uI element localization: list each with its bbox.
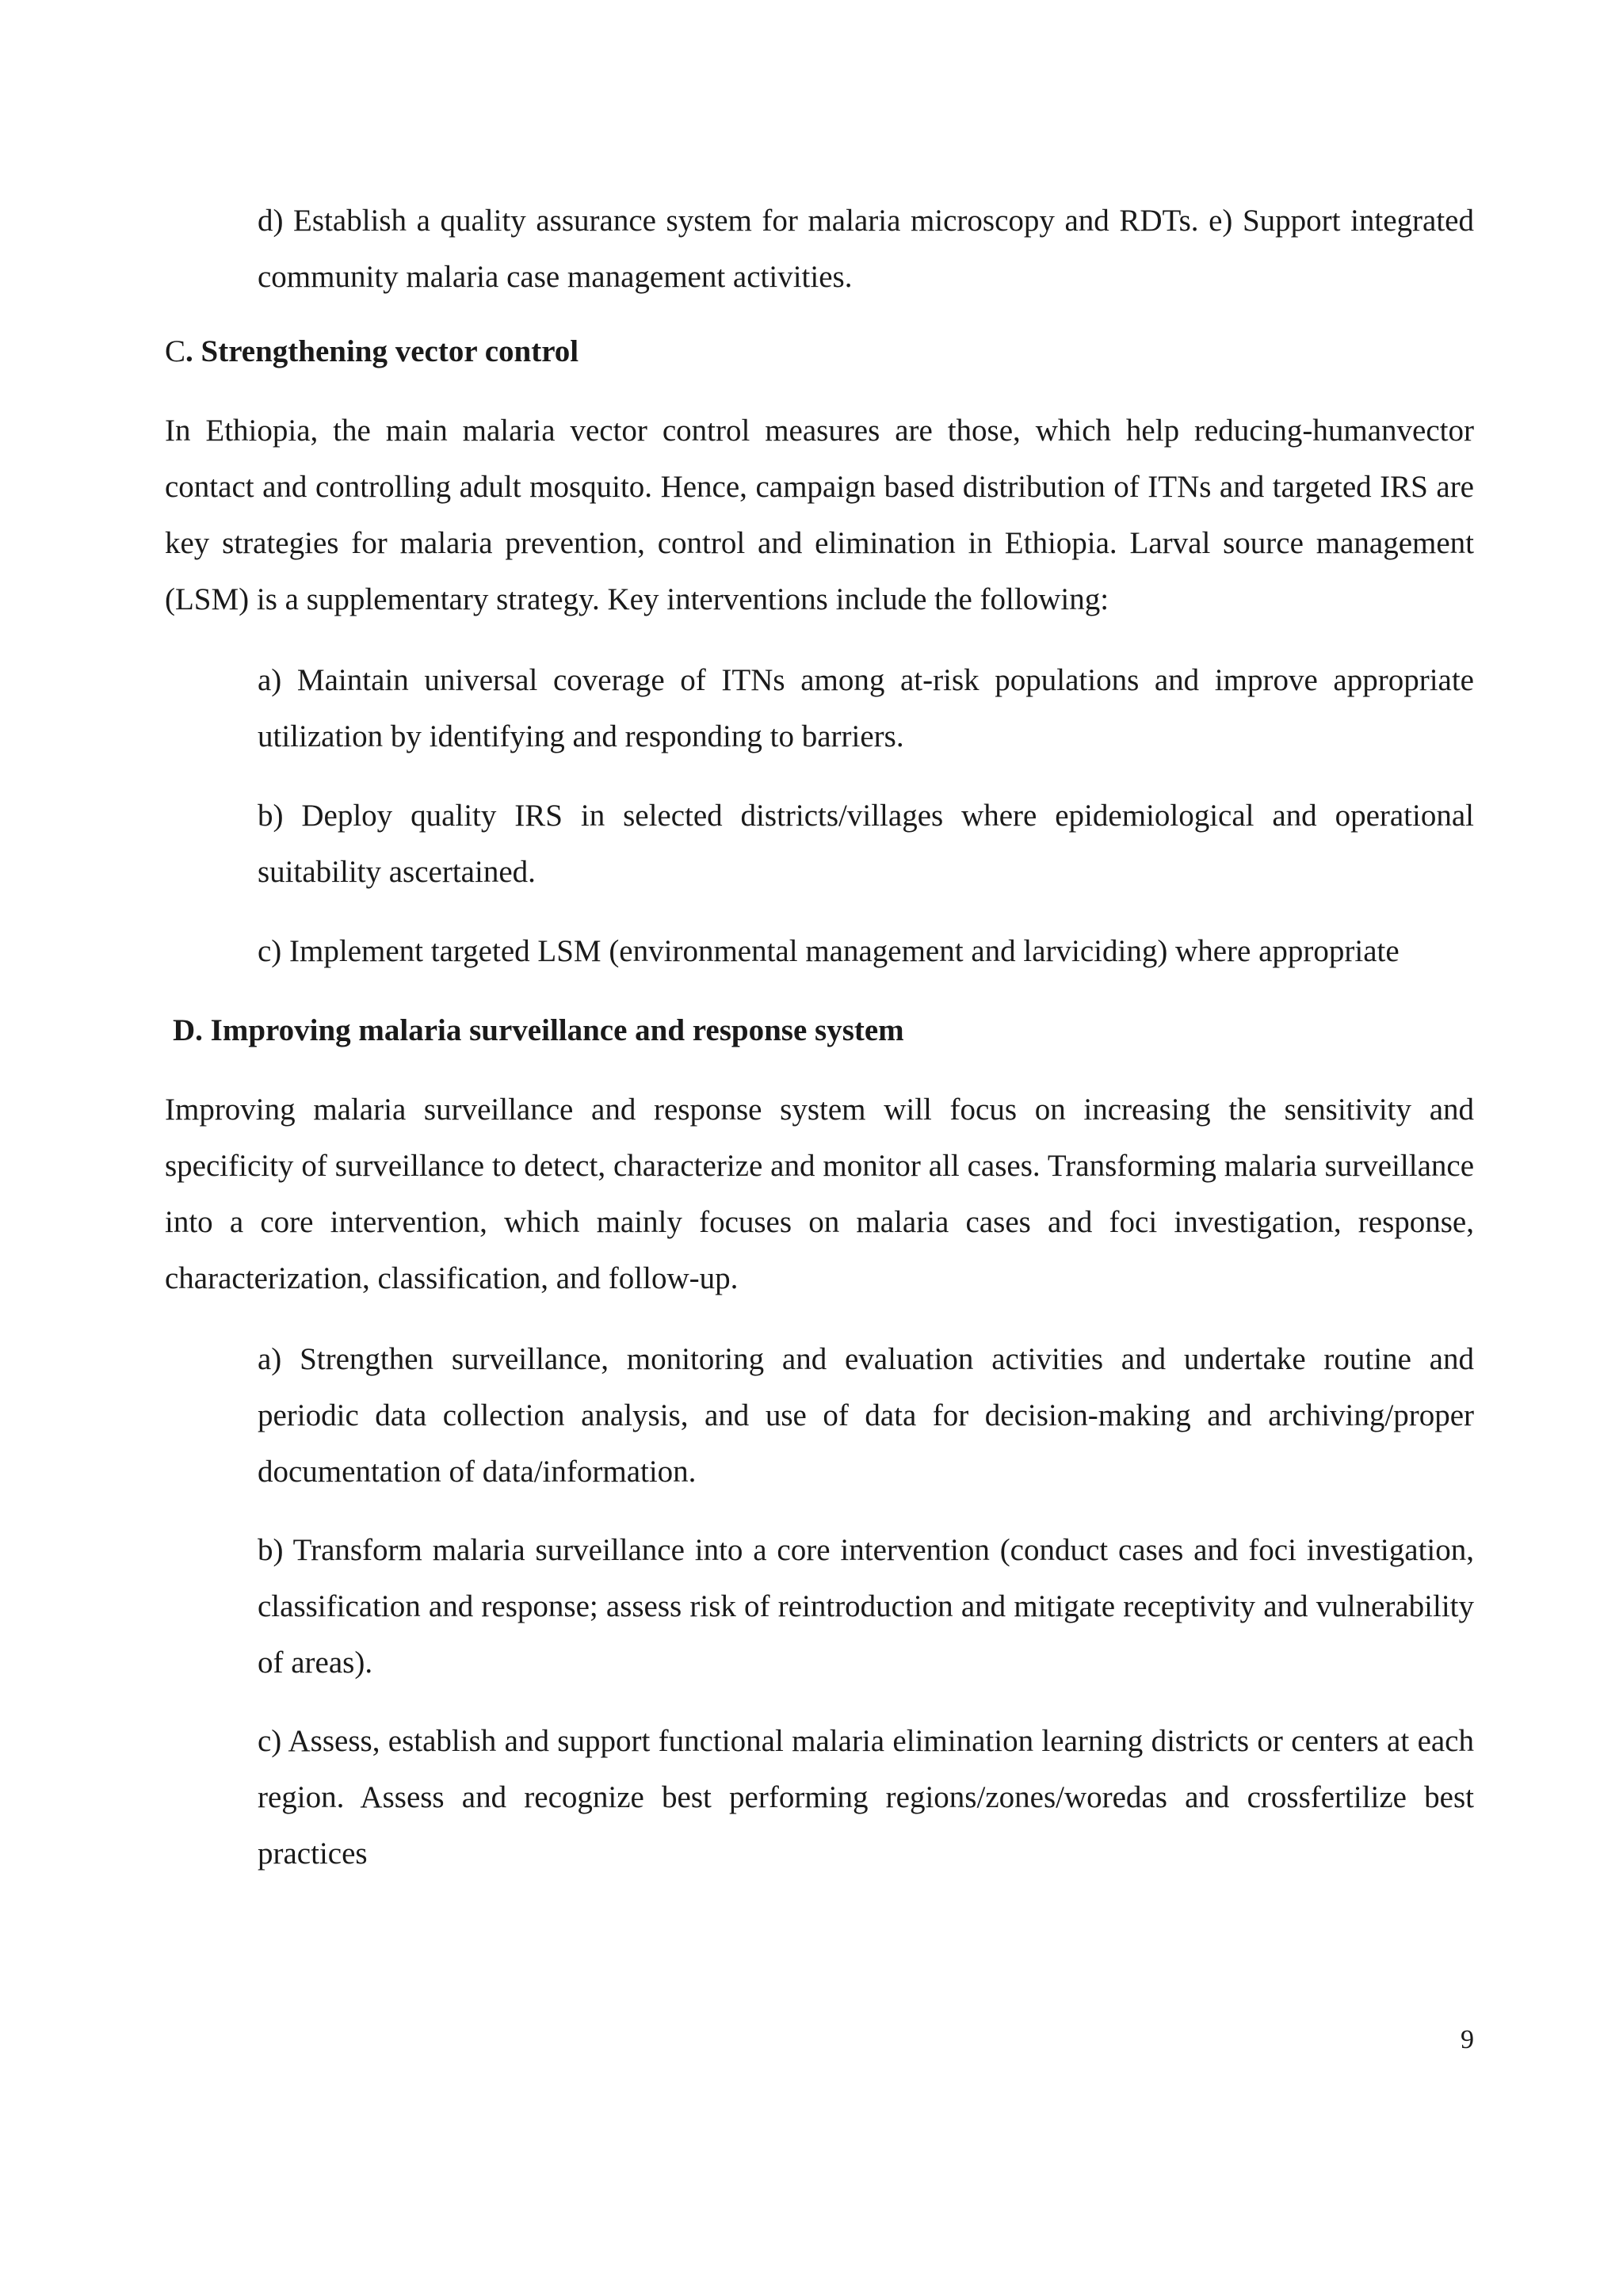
page-number: 9: [1461, 2025, 1474, 2054]
section-d-title: D. Improving malaria surveillance and response system: [173, 1013, 904, 1047]
paragraph-vector-a: a) Maintain universal coverage of ITNs among at-risk populations and improve appropriate utilization by identifying and responding to barriers.: [258, 663, 1474, 753]
paragraph-vector-c: c) Implement targeted LSM (environmental management and larviciding) where appropriate: [258, 934, 1400, 968]
paragraph-surveillance-a: a) Strengthen surveillance, monitoring and evaluation activities and undertake routine and periodic data collection analysis, and use of data for decision-making and archiving/proper documentation of data/information.: [258, 1342, 1474, 1489]
section-d-heading: [173, 1002, 904, 1058]
paragraph-vector-b: b) Deploy quality IRS in selected districts/villages where epidemiological and operational suitability ascertained.: [258, 799, 1474, 889]
paragraph-item-d-e: d) Establish a quality assurance system for malaria microscopy and RDTs. e) Support integrated community malaria case management activities.: [258, 204, 1474, 294]
section-c-title: . Strengthening vector control: [185, 334, 579, 368]
section-c-prefix: C: [165, 334, 186, 368]
paragraph-vector-control-intro: In Ethiopia, the main malaria vector control measures are those, which help reducing-humanvector contact and controlling adult mosquito. Hence, campaign based distribution of ITNs and targeted IRS are key strategies for malaria prevention, control and elimination in Ethiopia. Larval source management (LSM) is a supplementary strategy. Key interventions include the following:: [165, 414, 1474, 616]
section-c-heading: [165, 323, 579, 379]
paragraph-surveillance-c: c) Assess, establish and support functional malaria elimination learning districts or centers at each region. Assess and recognize best performing regions/zones/woredas and crossfertilize best practices: [258, 1724, 1474, 1871]
paragraph-surveillance-intro: Improving malaria surveillance and response system will focus on increasing the sensitivity and specificity of surveillance to detect, characterize and monitor all cases. Transforming malaria surveillance into a core intervention, which mainly focuses on malaria cases and foci investigation, response, characterization, classification, and follow-up.: [165, 1093, 1474, 1295]
paragraph-surveillance-b: b) Transform malaria surveillance into a core intervention (conduct cases and foci investigation, classification and response; assess risk of reintroduction and mitigate receptivity and vulnerability of areas).: [258, 1533, 1474, 1680]
